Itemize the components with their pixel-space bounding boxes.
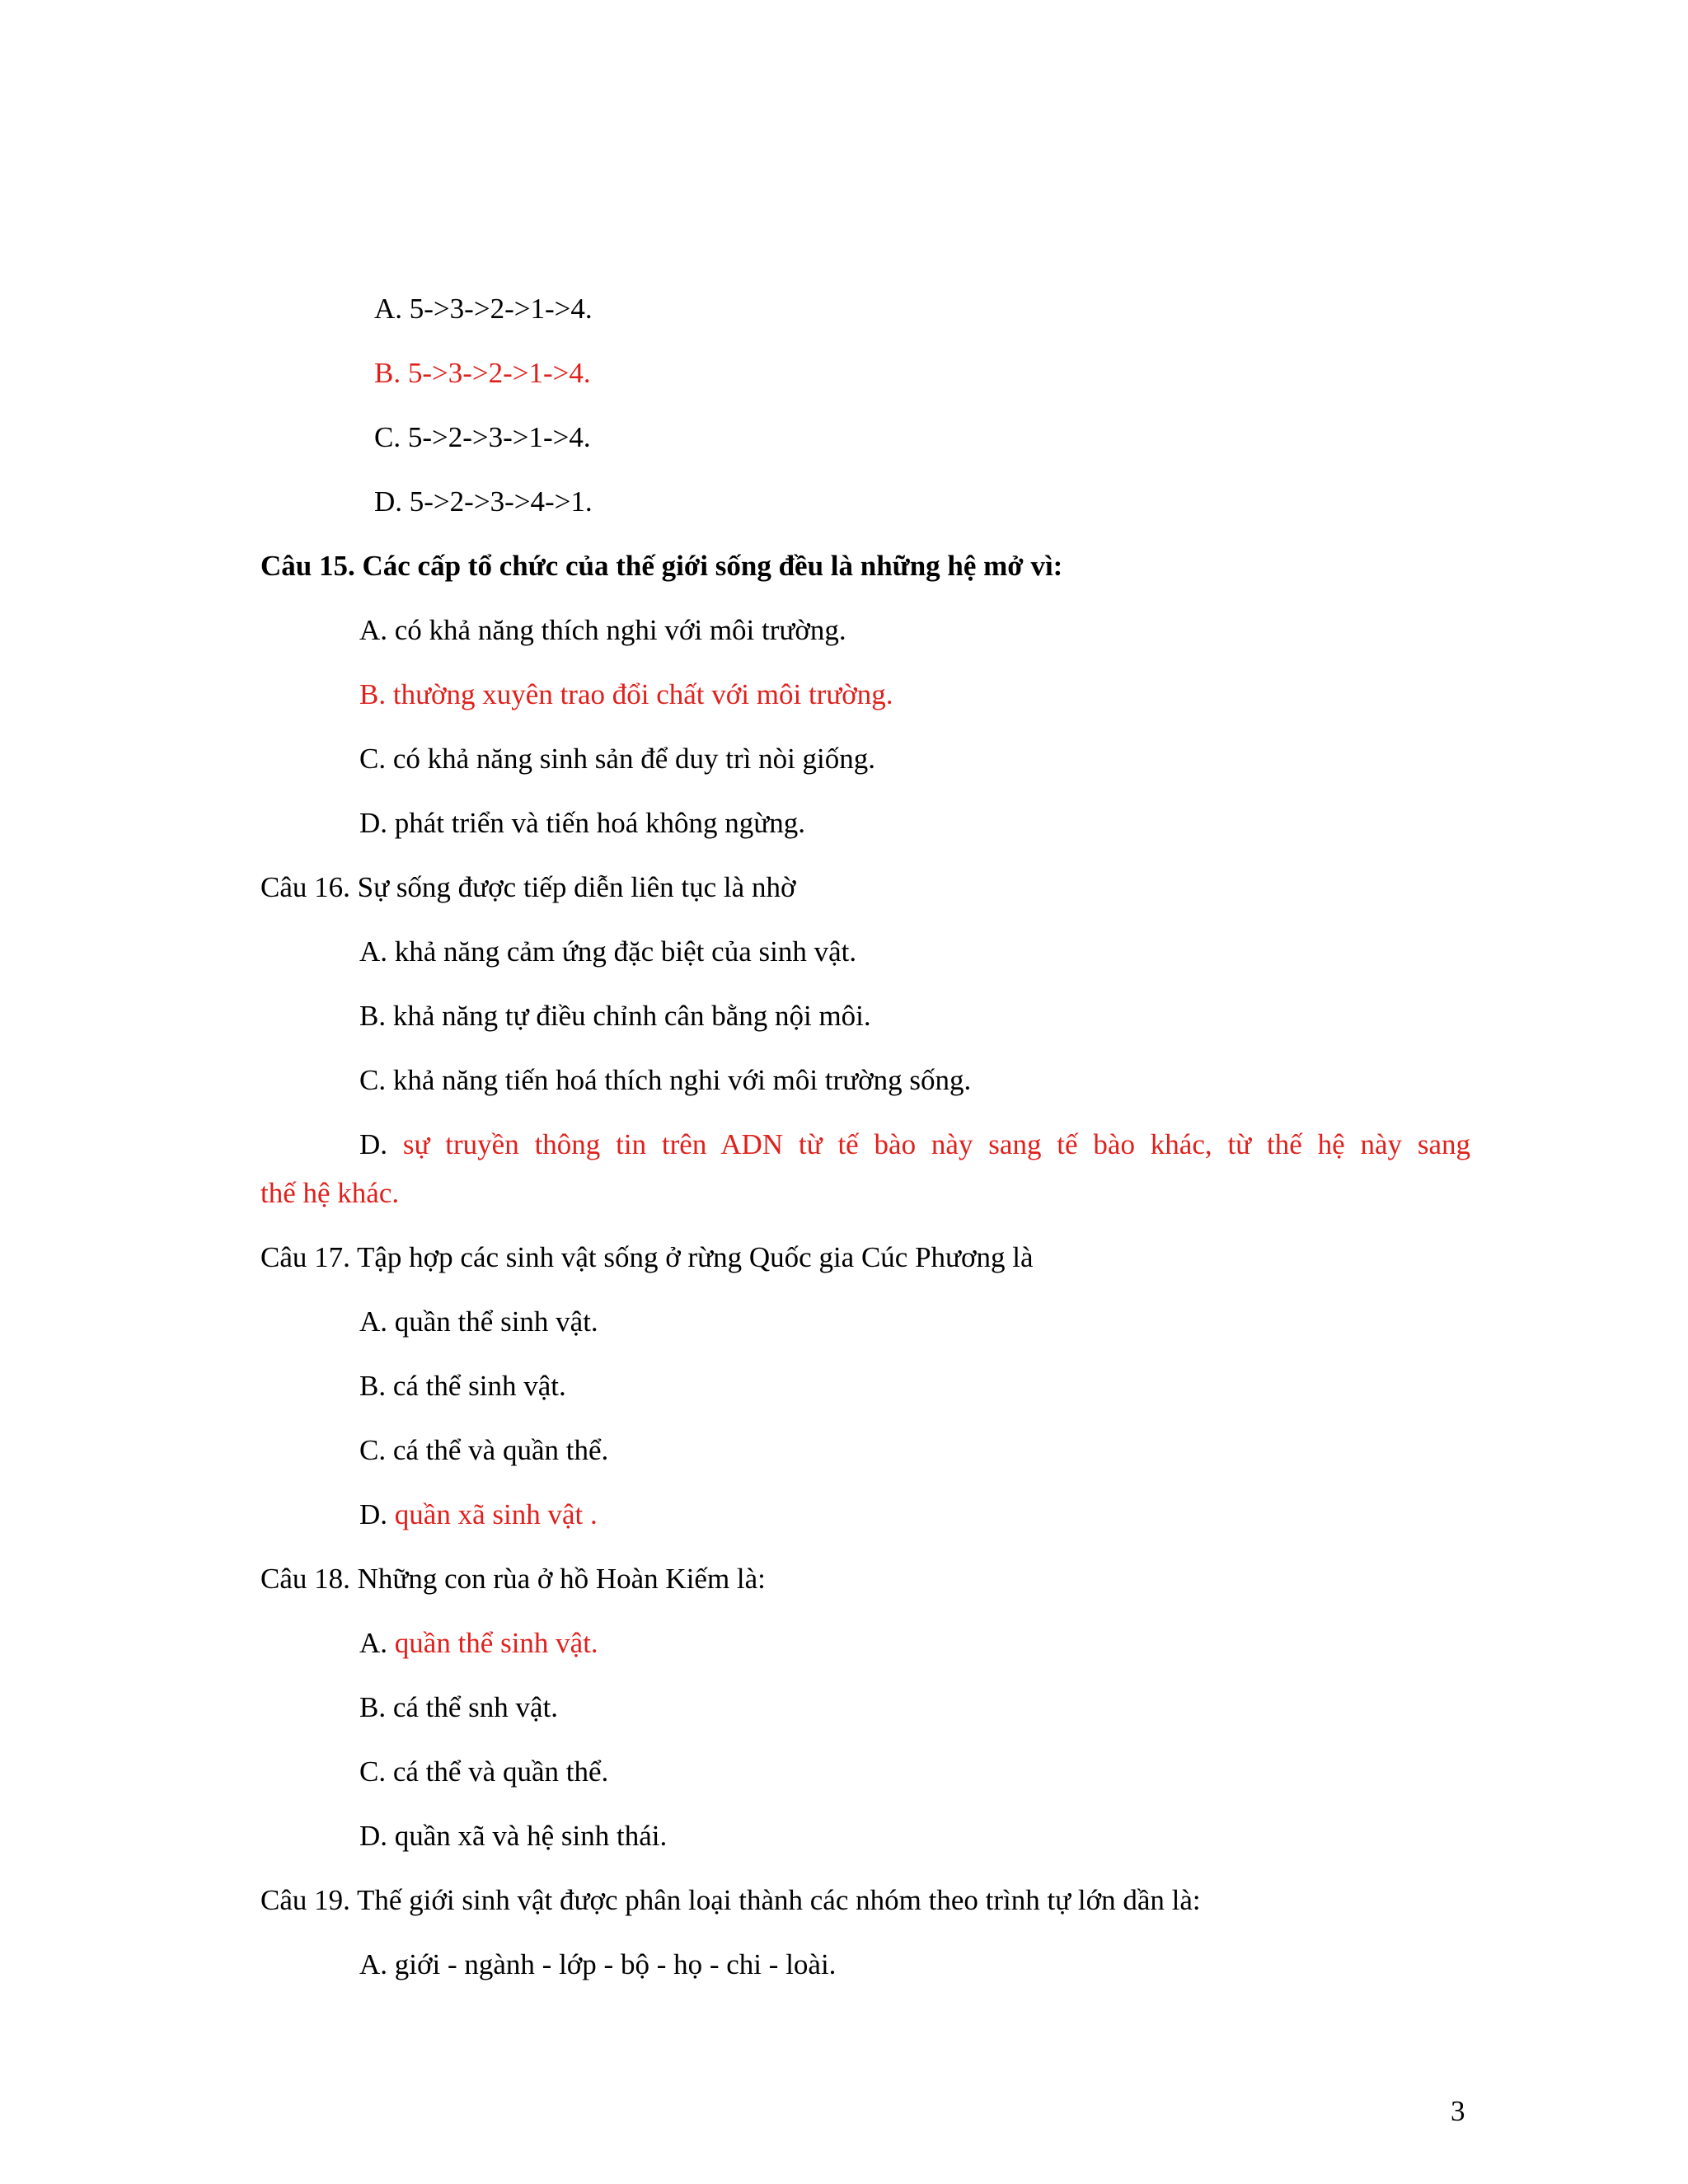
q16-option-d-continuation: thế hệ khác. — [260, 1177, 400, 1209]
q17-option-b: B. cá thể sinh vật. — [359, 1370, 566, 1402]
q16-option-d-prefix: D. — [359, 1128, 388, 1160]
q14-option-b-correct: B. 5->3->2->1->4. — [374, 357, 591, 389]
page-number: 3 — [1451, 2095, 1465, 2127]
q15-option-c: C. có khả năng sinh sản để duy trì nòi giống. — [359, 743, 876, 775]
q17-option-d-correct — [359, 1497, 598, 1533]
q16-option-c: C. khả năng tiến hoá thích nghi với môi trường sống. — [359, 1064, 972, 1096]
q17-option-d-prefix: D. — [359, 1498, 388, 1530]
q16-option-d-correct — [359, 1127, 1470, 1163]
question-19: Câu 19. Thế giới sinh vật được phân loại thành các nhóm theo trình tự lớn dần là: — [260, 1884, 1201, 1916]
q17-option-a: A. quần thể sinh vật. — [359, 1305, 598, 1338]
q14-option-d: D. 5->2->3->4->1. — [374, 485, 593, 518]
q17-option-d-text: quần xã sinh vật . — [394, 1498, 598, 1530]
question-18: Câu 18. Những con rùa ở hồ Hoàn Kiếm là: — [260, 1563, 766, 1595]
q18-option-a-prefix: A. — [359, 1627, 388, 1659]
q15-option-d: D. phát triển và tiến hoá không ngừng. — [359, 807, 805, 839]
q19-option-a: A. giới - ngành - lớp - bộ - họ - chi - loài. — [359, 1948, 837, 1980]
question-16: Câu 16. Sự sống được tiếp diễn liên tục là nhờ — [260, 871, 796, 903]
question-15: Câu 15. Các cấp tổ chức của thế giới sống đều là những hệ mở vì: — [260, 550, 1063, 582]
q16-option-b: B. khả năng tự điều chỉnh cân bằng nội môi. — [359, 1000, 871, 1032]
q14-option-a: A. 5->3->2->1->4. — [374, 293, 593, 325]
q17-option-c: C. cá thể và quần thể. — [359, 1434, 609, 1466]
q18-option-d: D. quần xã và hệ sinh thái. — [359, 1820, 668, 1852]
q18-option-a-correct — [359, 1625, 598, 1661]
q16-option-d-text: sự truyền thông tin trên ADN từ tế bào này sang tế bào khác, từ thế hệ này sang — [402, 1128, 1470, 1160]
q14-option-c: C. 5->2->3->1->4. — [374, 421, 591, 453]
q16-option-a: A. khả năng cảm ứng đặc biệt của sinh vật. — [359, 935, 857, 968]
q18-option-c: C. cá thể và quần thể. — [359, 1755, 609, 1788]
question-17: Câu 17. Tập hợp các sinh vật sống ở rừng Quốc gia Cúc Phương là — [260, 1241, 1034, 1273]
q18-option-a-text: quần thể sinh vật. — [394, 1627, 598, 1659]
q15-option-b-correct: B. thường xuyên trao đổi chất với môi trường. — [359, 678, 893, 710]
q18-option-b: B. cá thể snh vật. — [359, 1691, 559, 1723]
q15-option-a: A. có khả năng thích nghi với môi trường. — [359, 614, 846, 646]
